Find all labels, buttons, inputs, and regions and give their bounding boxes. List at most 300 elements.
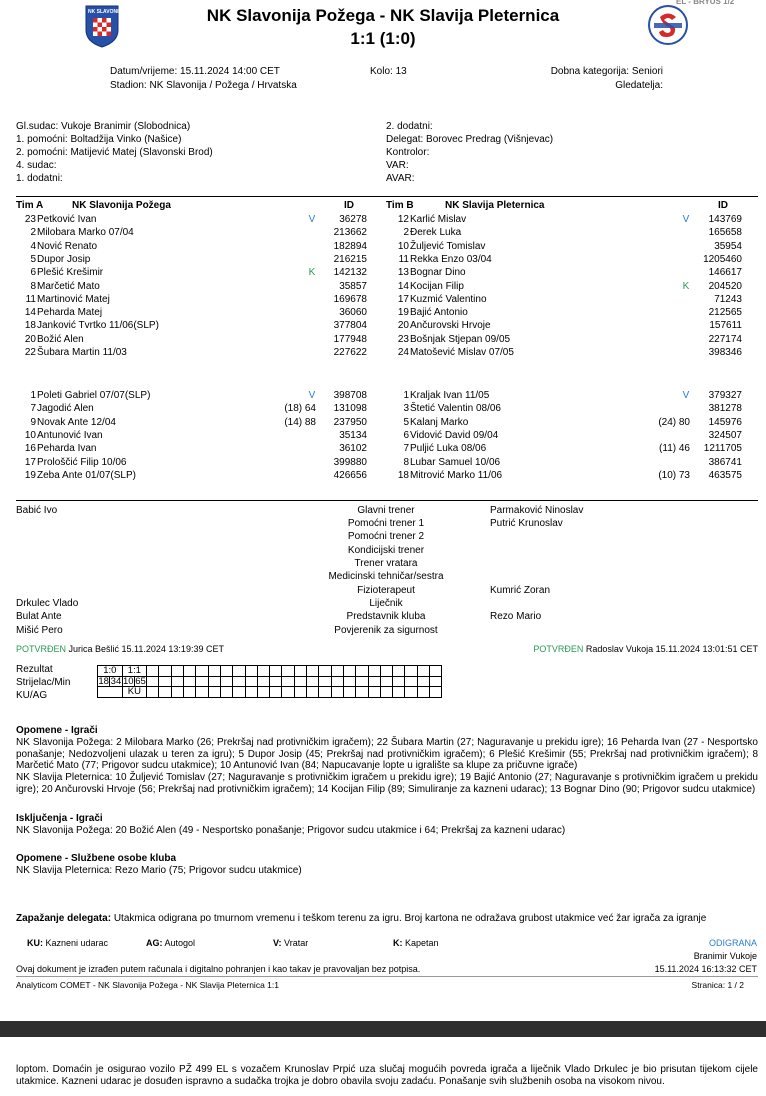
player-name: Prološčić Filip 10/06 [37, 456, 127, 468]
grid-label-scorer: Strijelac/Min [16, 677, 71, 688]
player-role-mark: V [308, 214, 316, 225]
player-id: 177948 [333, 333, 367, 345]
signed-at: 15.11.2024 16:13:32 CET [654, 964, 757, 974]
grid-cell [368, 666, 380, 677]
grid-cell [159, 676, 171, 687]
grid-cell [405, 666, 417, 677]
player-id: 142132 [333, 267, 367, 279]
player-number: 24 [397, 347, 409, 358]
grid-cell [343, 676, 355, 687]
grid-cell [356, 676, 368, 687]
player-id: 377804 [333, 320, 367, 332]
player-name: Štetić Valentin 08/06 [410, 403, 501, 415]
official-line: AVAR: [386, 173, 415, 184]
player-number: 11 [25, 293, 36, 305]
player-substitution [266, 293, 316, 306]
player-id: 212565 [708, 307, 742, 319]
player-number: 19 [397, 307, 409, 319]
player-number: 3 [403, 403, 409, 415]
player-name: Marčetić Mato [37, 280, 100, 292]
player-name: Kalanj Marko [410, 416, 469, 428]
grid-cell [184, 666, 196, 677]
grid-cell [245, 687, 257, 698]
team-b-id-header: ID [718, 200, 728, 211]
grid-cell [270, 687, 282, 698]
dismissals-text: NK Slavonija Požega: 20 Božić Alen (49 - Nesportsko ponašanje; Prigovor sudcu utakmice i 64; Prekršaj za kazneni udarac) [16, 825, 566, 836]
player-substitution: (18) 64 [284, 403, 316, 415]
delegate-note-text: Utakmica odigrana po tmurnom vremenu i teškom terenu za igru. Broj kartona ne odražava grubost utakmice već žar igrača za igranje [113, 913, 707, 924]
player-number: 22 [24, 347, 36, 358]
disclaimer: Ovaj dokument je izrađen putem računala i digitalno pohranjen i kao takav je pravovaljan bez potpisa. [16, 964, 421, 974]
player-substitution [266, 280, 316, 293]
player-number: 19 [24, 469, 36, 481]
staff-role: Pomoćni trener 1 [347, 518, 425, 529]
player-number: 10 [397, 240, 409, 252]
cautions-officials-text: NK Slavija Pleternica: Rezo Mario (75; Prigovor sudcu utakmice) [16, 865, 302, 876]
player-name: Plešić Krešimir [37, 267, 104, 279]
player-id: 227174 [708, 333, 742, 345]
staff-role: Fizioterapeut [357, 585, 415, 596]
grid-cell [282, 687, 294, 698]
player-substitution [640, 346, 690, 359]
grid-cell [294, 666, 306, 677]
player-id: 1205460 [703, 253, 742, 265]
home-crest-text: NK SLAVONIJA [88, 9, 125, 15]
grid-cell [319, 676, 331, 687]
player-substitution [640, 402, 690, 415]
away-confirmed-text: Radoslav Vukoja 15.11.2024 13:01:51 CET [585, 644, 758, 654]
grid-row-result [98, 666, 442, 677]
grid-row-scorer [98, 676, 442, 687]
player-number: 14 [397, 280, 409, 292]
player-number: 7 [30, 403, 36, 415]
cautions-players-heading: Opomene - Igrači [16, 725, 98, 736]
grid-cell [430, 676, 442, 687]
away-physio: Kumrić Zoran [490, 585, 551, 596]
player-number: 12 [397, 214, 409, 225]
grid-cell [331, 676, 343, 687]
grid-cell [307, 666, 319, 677]
player-number: 10 [24, 429, 36, 441]
home-confirmation [16, 644, 224, 654]
player-number: 2 [403, 227, 409, 239]
player-substitution [640, 280, 690, 293]
grid-cell [245, 666, 257, 677]
grid-cell [307, 687, 319, 698]
player-number: 2 [30, 227, 36, 239]
grid-cell [220, 676, 232, 687]
player-name: Bognar Dino [410, 267, 466, 279]
away-club-rep: Rezo Mario [490, 611, 542, 622]
signer-name: Branimir Vukoje [693, 951, 757, 961]
official-line: 4. sudac: [16, 160, 57, 171]
grid-cell [159, 666, 171, 677]
player-name: Poleti Gabriel 07/07(SLP) [37, 390, 151, 401]
grid-cell [331, 666, 343, 677]
grid-cell: 18 [98, 675, 109, 687]
match-title: NK Slavonija Požega - NK Slavija Pleternica [206, 6, 560, 25]
grid-cell [147, 666, 159, 677]
player-id: 216215 [333, 253, 367, 265]
grid-cell: 1:1 [122, 666, 147, 677]
home-confirmed-text: Jurica Bešlić 15.11.2024 13:19:39 CET [68, 644, 224, 654]
staff-role: Povjerenik za sigurnost [334, 625, 438, 636]
grid-cell [184, 676, 196, 687]
grid-cell [147, 676, 159, 687]
player-substitution [640, 240, 690, 253]
staff-role: Kondicijski trener [347, 545, 425, 556]
player-id: 182894 [333, 240, 367, 252]
player-number: 5 [30, 253, 36, 265]
team-a-id-header: ID [344, 200, 354, 211]
grid-cell: 34 [110, 675, 122, 687]
grid-cell [171, 676, 183, 687]
grid-cell [220, 666, 232, 677]
grid-cell [417, 666, 429, 677]
player-name: Kuzmić Valentino [410, 293, 487, 305]
player-name: Đerek Luka [410, 227, 462, 239]
player-number: 8 [403, 456, 409, 468]
home-doctor: Drkulec Vlado [16, 598, 79, 609]
grid-cell [417, 687, 429, 698]
player-name: Matošević Mislav 07/05 [410, 347, 514, 358]
grid-cell [319, 666, 331, 677]
match-score: 1:1 (1:0) [350, 29, 416, 48]
player-number: 6 [30, 267, 36, 279]
legend-k: K: Kapetan [393, 938, 439, 948]
away-head-coach: Parmaković Ninoslav [490, 505, 584, 516]
player-name: Novak Ante 12/04 [37, 416, 116, 428]
grid-cell [294, 687, 306, 698]
player-number: 9 [30, 416, 36, 428]
player-substitution [640, 429, 690, 442]
player-number: 11 [398, 253, 409, 265]
player-id: 143769 [708, 214, 742, 225]
grid-cell [343, 666, 355, 677]
grid-cell [380, 687, 392, 698]
divider [16, 500, 758, 501]
grid-cell [417, 676, 429, 687]
grid-cell [233, 687, 245, 698]
player-substitution [640, 333, 690, 346]
player-substitution [640, 226, 690, 239]
player-substitution [266, 226, 316, 239]
grid-cell [282, 666, 294, 677]
player-name: Žuljević Tomislav [410, 240, 486, 252]
player-name: Lubar Samuel 10/06 [410, 456, 501, 468]
player-substitution: (11) 46 [659, 443, 690, 455]
legend-ku: KU: Kazneni udarac [27, 938, 109, 948]
player-role-mark: V [308, 390, 316, 401]
player-id: 169678 [333, 293, 367, 305]
player-substitution [640, 213, 690, 226]
app-footer: Analyticom COMET - NK Slavonija Požega - NK Slavija Pleternica 1:1 [16, 980, 279, 990]
player-substitution [640, 253, 690, 266]
official-line: Delegat: Borovec Predrag (Višnjevac) [386, 134, 554, 145]
player-number: 18 [397, 469, 409, 481]
official-line: 2. dodatni: [386, 121, 433, 132]
player-id: 381278 [708, 403, 742, 415]
player-name: Zeba Ante 01/07(SLP) [37, 469, 136, 481]
player-id: 426656 [333, 469, 367, 481]
grid-cell [171, 666, 183, 677]
grid-cell: 10 [122, 675, 134, 687]
match-status: ODIGRANA [708, 938, 757, 948]
cautions-players-home: NK Slavonija Požega: 2 Milobara Marko (26; Prekršaj nad protivničkim igračem); 22 Šubara Martin (27; Naguravanje u prekidu igre); 16 Peharda Ivan (27 - Nesportsko ponašanje; Nedozvoljeni ulazak u teren za igru); 5 Dupor Josip (45; Prekršaj nad protivničkim igračem); 6 Plešić Krešimir (55; Prekršaj nad protivničkim igračem); 8 Marčetić Mato (77; Prigovor sudcu utakmice); 10 Antunović Ivan (84; Napucavanje lopte u igralište sa klupe za pričuvne igrače) [16, 737, 758, 772]
player-number: 17 [397, 293, 409, 305]
team-b-name: NK Slavija Pleternica [445, 200, 545, 211]
player-number: 23 [24, 214, 36, 225]
grid-cell: 65 [135, 675, 146, 687]
player-id: 204520 [708, 280, 742, 292]
grid-cell [430, 666, 442, 677]
player-substitution [266, 346, 316, 359]
grid-cell [368, 687, 380, 698]
grid-cell [98, 687, 123, 698]
player-id: 227622 [333, 347, 367, 358]
grid-cell [208, 666, 220, 677]
player-id: 399880 [333, 456, 367, 468]
staff-role: Liječnik [369, 598, 403, 609]
player-substitution [266, 442, 316, 455]
divider [16, 976, 758, 977]
legend-ag: AG: Autogol [146, 938, 196, 948]
player-number: 20 [24, 333, 36, 345]
player-substitution [640, 319, 690, 332]
grid-cell [307, 676, 319, 687]
player-substitution: (14) 88 [284, 416, 316, 428]
grid-cell [393, 666, 405, 677]
grid-label-result: Rezultat [16, 664, 53, 675]
player-id: 35857 [339, 280, 367, 292]
player-role-mark: V [682, 390, 690, 401]
player-substitution [266, 429, 316, 442]
player-substitution: (24) 80 [658, 416, 690, 428]
grid-cell [245, 676, 257, 687]
home-head-coach: Babić Ivo [16, 505, 58, 516]
player-substitution [266, 333, 316, 346]
home-confirmed-status: POTVRĐEN [16, 644, 67, 654]
player-substitution [640, 456, 690, 469]
away-club-crest [648, 4, 688, 46]
grid-cell [380, 666, 392, 677]
away-confirmation [400, 644, 758, 654]
home-club-rep: Bulat Ante [16, 611, 62, 622]
grid-cell [184, 687, 196, 698]
official-line: 1. pomoćni: Boltadžija Vinko (Našice) [16, 134, 182, 145]
player-name: Jagodić Alen [37, 403, 94, 415]
grid-cell [368, 676, 380, 687]
grid-label-ku-ag: KU/AG [16, 690, 48, 701]
player-name: Šubara Martin 11/03 [37, 347, 127, 358]
away-assistant: Putrić Krunoslav [490, 518, 563, 529]
grid-cell [233, 676, 245, 687]
player-name: Mitrović Marko 11/06 [410, 469, 503, 481]
match-datetime: Datum/vrijeme: 15.11.2024 14:00 CET [110, 66, 280, 77]
staff-role: Medicinski tehničar/sestra [328, 571, 444, 582]
staff-role: Pomoćni trener 2 [347, 531, 425, 542]
player-name: Antunović Ivan [37, 429, 103, 441]
grid-cell [405, 676, 417, 687]
dismissals-heading: Isključenja - Igrači [16, 813, 103, 824]
player-name: Janković Tvrtko 11/06(SLP) [37, 320, 159, 332]
player-substitution [266, 306, 316, 319]
player-name: Karlić Mislav [410, 214, 467, 225]
match-stadium: Stadion: NK Slavonija / Požega / Hrvatska [110, 80, 297, 91]
player-substitution [266, 319, 316, 332]
player-name: Martinović Matej [37, 293, 110, 305]
player-name: Puljić Luka 08/06 [410, 443, 487, 455]
grid-cell [171, 687, 183, 698]
official-line: 2. pomoćni: Matijević Matej (Slavonski Brod) [16, 147, 213, 158]
player-name: Dupor Josip [37, 253, 91, 265]
player-id: 398346 [708, 347, 742, 358]
delegate-note [16, 913, 706, 924]
page-number: Stranica: 1 / 2 [691, 980, 744, 990]
player-number: 14 [24, 307, 36, 319]
score-grid [97, 665, 442, 698]
player-number: 6 [403, 429, 409, 441]
player-name: Petković Ivan [37, 214, 97, 225]
player-name: Peharda Ivan [37, 443, 97, 455]
player-name: Bajić Antonio [410, 307, 468, 319]
player-name: Ančurovski Hrvoje [410, 320, 491, 332]
grid-cell [196, 666, 208, 677]
grid-cell [270, 666, 282, 677]
page2-text: loptom. Domaćin je osigurao vozilo PŽ 499 EL s vozačem Krunoslav Prpić uza slučaj mogućih povreda igrača a liječnik Vlado Drkulec je bio prisutan tijekom cijele utakmice. Kazneni udarac je dosuđen ispravno a sudačka trojka je dobro obavila svoju zadaću. Ponašanje svih službenih osoba na visokom nivou. [16, 1064, 758, 1087]
grid-cell [343, 687, 355, 698]
team-a-name: NK Slavonija Požega [72, 200, 171, 211]
grid-cell [147, 687, 159, 698]
player-substitution [266, 213, 316, 226]
grid-cell [393, 687, 405, 698]
staff-role: Predstavnik kluba [346, 611, 426, 622]
official-line: VAR: [386, 160, 409, 171]
grid-cell [233, 666, 245, 677]
cautions-players-away: NK Slavija Pleternica: 10 Žuljević Tomislav (27; Naguravanje s protivničkim igračem u prekidu igre); 19 Bajić Antonio (27; Naguravanje s protivničkim igračem u prekidu igre); 20 Ančurovski Hrvoje (56; Prekršaj nad protivničkim igračem); 14 Kocijan Filip (89; Simuliranje za kazneni udarac); 13 Bognar Dino (90; Prigovor sudcu utakmice) [16, 772, 758, 795]
player-substitution [266, 389, 316, 402]
grid-cell: KU [122, 687, 147, 698]
grid-cell [196, 676, 208, 687]
player-id: 379327 [708, 390, 742, 401]
player-id: 71243 [714, 293, 742, 305]
official-line: 1. dodatni: [16, 173, 63, 184]
spectators: Gledatelja: [615, 80, 663, 91]
match-round: Kolo: 13 [370, 66, 407, 77]
player-id: 386741 [708, 456, 742, 468]
grid-cell [356, 687, 368, 698]
player-substitution [640, 293, 690, 306]
player-id: 36102 [339, 443, 367, 455]
grid-cell [220, 687, 232, 698]
player-substitution [266, 253, 316, 266]
top-right-fragment: EL - BRYUS 1/2 [676, 0, 735, 6]
player-number: 16 [24, 443, 36, 455]
player-substitution: (10) 73 [658, 469, 690, 481]
player-id: 237950 [333, 416, 367, 428]
grid-cell [430, 687, 442, 698]
player-id: 131098 [333, 403, 367, 415]
player-number: 1 [403, 390, 409, 401]
grid-cell [270, 676, 282, 687]
team-a-label: Tim A [16, 200, 44, 211]
player-name: Bošnjak Stjepan 09/05 [410, 333, 511, 345]
player-substitution [266, 240, 316, 253]
player-role-mark: V [682, 214, 690, 225]
grid-cell: 1:0 [98, 666, 123, 677]
player-id: 146617 [708, 267, 742, 279]
grid-cell [208, 676, 220, 687]
staff-role: Trener vratara [354, 558, 418, 569]
player-number: 8 [30, 280, 36, 292]
grid-cell [208, 687, 220, 698]
player-substitution [640, 389, 690, 402]
official-line: Kontrolor: [386, 147, 430, 158]
grid-cell [393, 676, 405, 687]
staff-role: Glavni trener [357, 505, 415, 516]
player-name: Božić Alen [37, 333, 84, 345]
player-id: 36060 [339, 307, 367, 319]
home-security: Mišić Pero [16, 625, 63, 636]
player-number: 23 [397, 333, 409, 345]
player-id: 35954 [714, 240, 742, 252]
player-id: 36278 [339, 214, 367, 225]
player-id: 463575 [708, 469, 742, 481]
player-substitution [266, 469, 316, 482]
player-substitution [640, 306, 690, 319]
page-separator [0, 1021, 766, 1037]
grid-cell [257, 676, 269, 687]
player-id: 145976 [708, 416, 742, 428]
player-number: 7 [403, 443, 409, 455]
grid-cell [331, 687, 343, 698]
player-substitution [640, 266, 690, 279]
cautions-officials-heading: Opomene - Službene osobe kluba [16, 853, 177, 864]
grid-cell [294, 676, 306, 687]
away-confirmed-status: POTVRĐEN [533, 644, 584, 654]
grid-cell [356, 666, 368, 677]
player-name: Peharda Matej [37, 307, 103, 319]
player-number: 4 [30, 240, 36, 252]
player-number: 18 [24, 320, 36, 332]
player-id: 1211705 [703, 443, 742, 455]
player-number: 20 [397, 320, 409, 332]
player-number: 13 [397, 267, 409, 279]
player-name: Kraljak Ivan 11/05 [410, 390, 490, 401]
player-role-mark: K [308, 267, 316, 279]
grid-cell [282, 676, 294, 687]
player-id: 157611 [709, 320, 742, 332]
grid-row-ku-ag [98, 687, 442, 698]
player-name: Kocijan Filip [410, 280, 464, 292]
player-id: 165658 [708, 227, 742, 239]
grid-cell [196, 687, 208, 698]
player-substitution [266, 266, 316, 279]
player-name: Rekka Enzo 03/04 [410, 253, 492, 265]
grid-cell [257, 666, 269, 677]
player-number: 5 [403, 416, 409, 428]
team-b-label: Tim B [386, 200, 414, 211]
age-category: Dobna kategorija: Seniori [550, 66, 663, 77]
player-name: Milobara Marko 07/04 [37, 227, 134, 239]
divider [16, 196, 758, 197]
player-substitution [266, 456, 316, 469]
delegate-note-label: Zapažanje delegata: [16, 913, 112, 924]
grid-cell [405, 687, 417, 698]
player-name: Nović Renato [37, 240, 98, 252]
player-id: 213662 [333, 227, 367, 239]
grid-cell [319, 687, 331, 698]
